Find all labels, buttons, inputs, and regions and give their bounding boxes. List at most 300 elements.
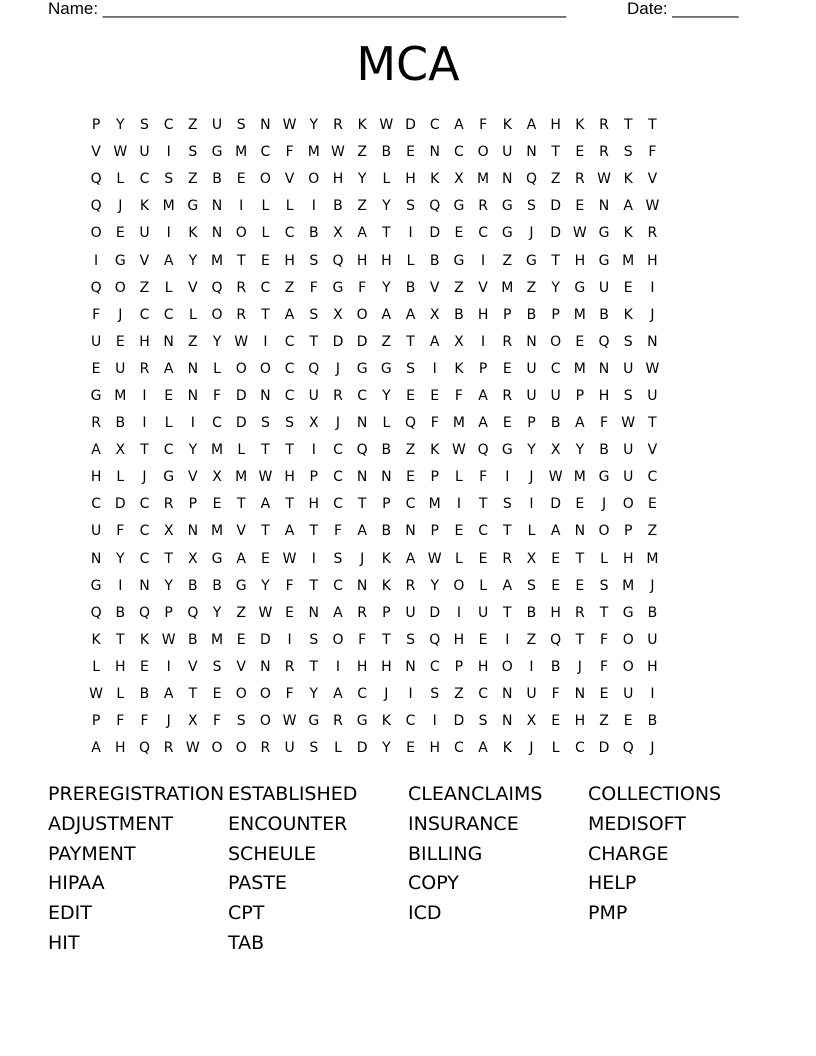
grid-letter: L [261,198,270,215]
grid-letter: A [502,577,513,594]
grid-letter: Q [598,333,610,350]
grid-letter: I [529,496,534,513]
grid-letter: U [623,442,634,459]
grid-letter: V [236,523,246,540]
grid-letter: W [161,631,176,648]
grid-letter: C [139,496,150,513]
grid-letter: R [478,198,488,215]
grid-letter: L [92,658,100,675]
grid-letter: V [91,144,101,161]
grid-letter: B [308,225,319,242]
grid-letter: N [502,686,513,703]
grid-letter: S [236,117,246,134]
grid-row [84,546,744,573]
grid-letter: M [235,144,248,161]
grid-letter: C [260,144,271,161]
grid-letter: I [456,604,461,621]
grid-letter: E [647,496,657,513]
grid-letter: I [505,469,510,486]
grid-letter: E [454,523,464,540]
grid-letter: P [503,306,512,323]
grid-letter: S [309,252,319,269]
grid-letter: A [550,523,561,540]
grid-letter: U [647,631,658,648]
grid-letter: F [309,279,318,296]
grid-letter: M [622,577,635,594]
grid-letter: O [622,496,634,513]
grid-letter: X [308,415,319,432]
grid-letter: M [210,523,224,540]
grid-letter: U [550,387,561,404]
grid-letter: V [188,279,198,296]
grid-letter: N [260,387,271,404]
grid-letter: Y [188,252,198,269]
grid-letter: T [236,496,246,513]
grid-letter: E [599,686,609,703]
grid-letter: A [575,415,585,432]
grid-letter: J [384,686,389,703]
grid-letter: A [284,523,295,540]
grid-letter: P [164,604,173,621]
grid-letter: X [333,225,343,242]
grid-row [84,410,744,437]
grid-row [84,600,744,627]
grid-letter: K [430,171,440,188]
grid-letter: A [405,550,416,567]
grid-letter: Y [212,333,222,350]
grid-letter: F [213,387,222,404]
grid-letter: B [139,686,150,703]
grid-letter: C [405,496,416,513]
grid-letter: D [356,740,368,757]
grid-letter: R [163,740,174,757]
grid-letter: Z [139,279,150,296]
grid-letter: T [140,442,149,459]
grid-letter: D [114,496,126,513]
grid-letter: R [333,387,343,404]
grid-letter: C [357,686,368,703]
grid-letter: W [427,550,442,567]
grid-row [84,654,744,681]
grid-letter: W [645,198,660,215]
grid-letter: C [357,387,368,404]
grid-letter: U [284,740,295,757]
grid-letter: S [140,117,149,134]
grid-letter: N [502,171,513,188]
grid-letter: K [357,117,367,134]
grid-letter: Y [382,198,391,215]
grid-letter: R [139,360,150,377]
grid-letter: F [479,469,488,486]
grid-letter: P [623,523,633,540]
grid-letter: B [599,306,609,323]
grid-letter: F [600,415,609,432]
grid-letter: L [164,415,173,432]
grid-letter: T [285,442,294,459]
grid-letter: I [166,144,171,161]
grid-letter: I [650,686,655,703]
grid-letter: I [94,252,99,269]
grid-letter: G [453,198,465,215]
word-list-item: CHARGE [588,842,669,865]
grid-letter: E [575,496,585,513]
word-list-item: COLLECTIONS [588,783,722,805]
grid-letter: Q [405,415,417,432]
grid-letter: S [623,387,633,404]
grid-letter: I [481,333,486,350]
grid-letter: Q [332,252,344,269]
grid-letter: X [550,442,561,459]
grid-letter: Z [188,333,198,350]
grid-letter: P [91,713,101,730]
grid-letter: B [212,171,222,188]
grid-letter: E [551,713,561,730]
grid-letter: Q [90,279,102,296]
grid-letter: O [211,306,223,323]
grid-letter: F [430,415,439,432]
grid-letter: E [115,333,125,350]
grid-letter: O [114,279,126,296]
word-search-grid [84,112,744,762]
grid-letter: X [429,306,440,323]
grid-letter: S [623,144,633,161]
grid-letter: U [115,360,126,377]
word-list [48,780,788,959]
grid-letter: U [90,523,102,540]
grid-letter: I [118,577,123,594]
grid-letter: R [599,144,609,161]
grid-row [84,573,744,600]
grid-letter: M [573,360,586,377]
grid-letter: L [213,360,221,377]
grid-letter: N [502,713,513,730]
grid-letter: N [187,387,199,404]
grid-letter: N [356,469,368,486]
grid-letter: P [478,360,488,377]
grid-letter: T [285,496,294,513]
grid-letter: C [284,333,295,350]
grid-letter: C [163,117,174,134]
grid-letter: K [381,550,391,567]
grid-letter: H [90,469,102,486]
grid-letter: F [600,658,609,675]
grid-letter: G [235,577,247,594]
grid-letter: P [430,523,439,540]
grid-letter: V [284,171,295,188]
grid-letter: T [503,523,512,540]
grid-letter: I [311,442,316,459]
grid-letter: A [357,523,367,540]
grid-letter: U [623,686,634,703]
grid-letter: L [382,171,391,188]
grid-letter: N [598,198,610,215]
grid-letter: H [453,631,465,648]
grid-letter: N [211,225,223,242]
grid-letter: T [261,523,270,540]
grid-letter: G [332,279,344,296]
grid-letter: I [287,631,292,648]
word-list-item: TAB [228,931,265,954]
grid-letter: R [333,713,343,730]
grid-letter: C [91,496,101,513]
grid-letter: Z [550,171,561,188]
grid-letter: M [162,198,175,215]
grid-letter: Y [164,577,173,594]
grid-letter: Q [187,604,199,621]
grid-letter: S [212,658,222,675]
grid-letter: U [502,144,513,161]
grid-letter: V [478,279,488,296]
grid-letter: Y [382,740,391,757]
grid-letter: L [551,740,560,757]
grid-letter: W [451,442,466,459]
grid-letter: T [551,252,560,269]
grid-letter: I [142,387,147,404]
grid-letter: E [454,225,464,242]
grid-row [84,139,744,166]
page-title: MCA [356,37,460,91]
grid-letter: X [333,306,343,323]
grid-letter: Z [381,333,392,350]
grid-letter: S [623,333,633,350]
grid-letter: N [139,577,150,594]
grid-letter: D [453,713,465,730]
grid-letter: B [647,713,658,730]
grid-letter: P [527,415,536,432]
grid-letter: N [574,686,586,703]
grid-letter: C [405,713,416,730]
grid-letter: A [163,252,174,269]
grid-letter: C [212,415,222,432]
grid-letter: A [478,387,488,404]
grid-letter: T [478,496,488,513]
grid-letter: J [650,306,655,323]
grid-letter: T [309,333,319,350]
grid-letter: O [622,631,634,648]
grid-letter: I [142,415,147,432]
grid-letter: O [235,686,247,703]
grid-letter: T [623,117,633,134]
grid-letter: L [188,306,197,323]
grid-letter: B [381,523,392,540]
grid-letter: H [284,469,295,486]
grid-letter: E [406,740,415,757]
grid-letter: I [650,279,655,296]
grid-letter: N [211,198,223,215]
grid-letter: H [477,658,489,675]
grid-letter: N [381,469,392,486]
grid-letter: P [91,117,101,134]
grid-letter: H [332,171,344,188]
grid-letter: F [600,631,609,648]
grid-letter: S [333,550,343,567]
grid-letter: X [526,713,537,730]
grid-letter: C [478,225,488,242]
grid-letter: N [356,415,368,432]
grid-letter: V [188,469,198,486]
grid-letter: Z [599,713,609,730]
word-list-item: PMP [588,902,628,925]
grid-letter: J [118,198,123,215]
grid-letter: C [333,442,343,459]
grid-letter: P [575,387,585,404]
grid-letter: M [210,631,224,648]
grid-letter: H [550,117,561,134]
grid-letter: V [139,252,150,269]
grid-letter: Q [429,198,441,215]
grid-letter: W [645,360,660,377]
grid-letter: J [650,577,655,594]
grid-letter: H [598,387,610,404]
grid-letter: Z [454,279,464,296]
grid-letter: C [284,225,295,242]
grid-letter: K [623,306,633,323]
grid-letter: U [90,333,102,350]
grid-letter: V [236,658,246,675]
grid-letter: Z [502,252,513,269]
grid-letter: M [477,171,490,188]
grid-letter: T [236,252,246,269]
grid-letter: E [575,333,585,350]
grid-letter: Y [309,686,319,703]
grid-letter: W [621,415,636,432]
grid-letter: E [575,198,585,215]
grid-letter: U [526,387,537,404]
grid-row [84,220,744,247]
grid-letter: L [164,279,173,296]
grid-letter: Q [429,631,441,648]
word-list-item: PREREGISTRATION [48,783,225,805]
grid-letter: M [114,387,127,404]
grid-letter: T [261,306,270,323]
grid-letter: J [335,415,341,432]
grid-letter: L [455,469,463,486]
name-field-label: Name: _________________________________________________ [48,0,567,18]
grid-row [84,166,744,193]
grid-letter: K [430,442,440,459]
grid-letter: O [453,577,465,594]
grid-letter: L [116,469,125,486]
grid-letter: B [454,306,464,323]
grid-letter: C [478,523,488,540]
grid-letter: W [597,171,611,188]
grid-letter: A [163,686,174,703]
grid-letter: N [187,360,199,377]
grid-letter: G [453,252,465,269]
grid-letter: K [381,713,391,730]
grid-letter: E [478,550,488,567]
grid-letter: N [647,333,658,350]
grid-letter: E [236,631,246,648]
grid-letter: L [455,550,463,567]
grid-letter: U [139,225,150,242]
grid-letter: J [650,740,655,757]
grid-letter: F [140,713,149,730]
grid-letter: G [380,360,392,377]
grid-letter: W [572,225,587,242]
grid-letter: C [333,496,343,513]
grid-letter: C [454,144,464,161]
grid-letter: Y [116,117,125,134]
word-list-item: COPY [408,872,459,895]
date-field-label: Date: _______ [627,0,739,18]
grid-letter: G [211,550,223,567]
grid-letter: G [114,252,126,269]
grid-letter: N [526,144,537,161]
grid-letter: F [285,577,294,594]
grid-letter: Q [622,740,634,757]
word-list-item: BILLING [408,842,483,865]
grid-letter: U [526,360,537,377]
grid-letter: T [648,117,657,134]
grid-letter: W [234,333,249,350]
grid-row [84,627,744,654]
word-list-item: PAYMENT [48,842,136,865]
grid-letter: N [260,117,271,134]
grid-letter: I [311,550,316,567]
grid-letter: Q [308,360,320,377]
grid-letter: R [236,279,247,296]
grid-letter: Z [405,442,416,459]
grid-letter: B [550,415,561,432]
grid-letter: G [501,198,513,215]
grid-letter: V [188,658,198,675]
grid-letter: K [139,198,150,215]
word-list-item: SCHEULE [228,842,317,865]
grid-letter: O [235,360,247,377]
grid-letter: E [575,144,585,161]
grid-letter: D [429,225,441,242]
grid-letter: B [550,658,561,675]
grid-letter: R [502,387,513,404]
grid-letter: N [90,550,102,567]
grid-row [84,437,744,464]
grid-letter: S [406,198,415,215]
grid-letter: T [188,686,198,703]
grid-letter: F [213,713,222,730]
grid-letter: Y [430,577,439,594]
grid-letter: T [309,577,319,594]
grid-letter: C [139,550,150,567]
grid-letter: E [575,577,585,594]
grid-letter: F [285,686,294,703]
grid-letter: E [212,686,222,703]
grid-row [84,464,744,491]
grid-letter: Q [550,631,562,648]
grid-letter: H [381,252,392,269]
grid-letter: I [505,631,510,648]
grid-letter: M [501,279,514,296]
grid-letter: A [381,306,392,323]
grid-letter: U [623,360,634,377]
grid-letter: T [261,442,270,459]
grid-letter: I [432,360,437,377]
grid-letter: F [116,523,125,540]
word-list-item: PASTE [228,872,287,895]
grid-letter: S [309,306,319,323]
grid-letter: G [187,198,199,215]
grid-letter: I [481,252,486,269]
grid-letter: J [601,496,607,513]
grid-letter: S [406,360,415,377]
grid-letter: W [113,144,128,161]
grid-letter: W [89,686,104,703]
grid-letter: E [260,252,270,269]
grid-letter: N [187,523,199,540]
grid-letter: B [115,604,126,621]
grid-letter: A [91,740,101,757]
grid-letter: K [575,117,585,134]
